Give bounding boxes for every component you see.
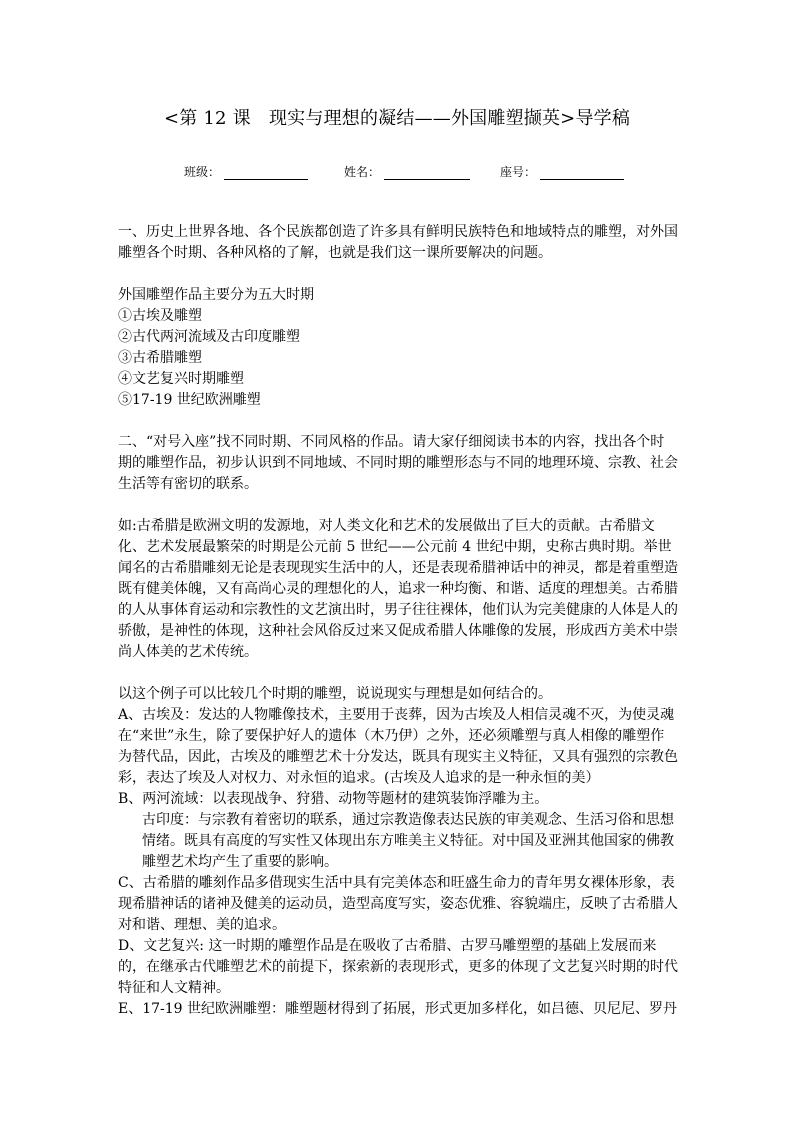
periods-intro: 外国雕塑作品主要分为五大时期 xyxy=(118,287,314,303)
student-info-row xyxy=(184,160,644,180)
period-item: ④文艺复兴时期雕塑 xyxy=(118,371,244,387)
name-blank[interactable] xyxy=(384,165,470,180)
section1-intro: 一、历史上世界各地、各个民族都创造了许多具有鲜明民族特色和地域特点的雕塑，对外国雕塑各个时期、各种风格的了解，也就是我们这一课所要解决的问题。 xyxy=(118,224,678,261)
item-e-europe: E、17-19 世纪欧洲雕塑：雕塑题材得到了拓展，形式更加多样化，如吕德、贝尼尼、罗丹 xyxy=(118,1001,678,1017)
page-title: <第 12 课 现实与理想的凝结——外国雕塑撷英>导学稿 xyxy=(163,108,631,129)
class-blank[interactable] xyxy=(224,165,308,180)
name-label: 姓名： xyxy=(344,165,381,179)
item-a-egypt: A、古埃及：发达的人物雕像技术，主要用于丧葬，因为古埃及人相信灵魂不灭，为使灵魂在“来世”永生，除了要保护好人的遗体（木乃伊）之外，还必须雕塑与真人相像的雕塑作为替代品，因此，古埃及的雕塑艺术十分发达，既具有现实主义特征，又具有强烈的宗教色彩，表达了埃及人对权力、对永恒的追求。(古埃及人追求的是一种永恒的美） xyxy=(118,707,678,786)
item-c-greece: C、古希腊的雕刻作品多借现实生活中具有完美体态和旺盛生命力的青年男女裸体形象，表现希腊神话的诸神及健美的运动员，造型高度写实，姿态优雅、容貌端庄，反映了古希腊人对和谐、理想、美的追求。 xyxy=(118,875,678,933)
period-item: ②古代两河流域及古印度雕塑 xyxy=(118,329,300,345)
item-b-india: 古印度：与宗教有着密切的联系，通过宗教造像表达民族的审美观念、生活习俗和思想情绪。既具有高度的写实性又体现出东方唯美主义特征。对中国及亚洲其他国家的佛教雕塑艺术均产生了重要的影响。 xyxy=(142,812,674,870)
seat-blank[interactable] xyxy=(540,165,624,180)
item-b-mesopotamia: B、两河流域：以表现战争、狩猎、动物等题材的建筑装饰浮雕为主。 xyxy=(118,791,549,807)
document-body xyxy=(118,222,678,1020)
item-d-renaissance: D、文艺复兴: 这一时期的雕塑作品是在吸收了古希腊、古罗马雕塑塑的基础上发展而来的，在继承古代雕塑艺术的前提下，探索新的表现形式，更多的体现了文艺复兴时期的时代特征和人文精神。 xyxy=(118,938,678,996)
section2-intro: 二、“对号入座”找不同时期、不同风格的作品。请大家仔细阅读书本的内容，找出各个时期的雕塑作品，初步认识到不同地域、不同时期的雕塑形态与不同的地理环境、宗教、社会生活等有密切的联系。 xyxy=(118,434,678,492)
period-item: ⑤17-19 世纪欧洲雕塑 xyxy=(118,392,261,408)
class-label: 班级： xyxy=(184,165,221,179)
seat-label: 座号： xyxy=(500,165,537,179)
period-item: ③古希腊雕塑 xyxy=(118,350,202,366)
compare-intro: 以这个例子可以比较几个时期的雕塑，说说现实与理想是如何结合的。 xyxy=(118,686,552,702)
greek-example: 如:古希腊是欧洲文明的发源地，对人类文化和艺术的发展做出了巨大的贡献。古希腊文化、艺术发展最繁荣的时期是公元前 5 世纪——公元前 4 世纪中期，史称古典时期。举世闻名的古希腊雕刻无论是表现现实生活中的人，还是表现希腊神话中的神灵，都是着重塑造既有健美体魄，又有高尚心灵的理想化的人，追求一种均衡、和谐、适度的理想美。古希腊的人从事体育运动和宗教性的文艺演出时，男子往往裸体，他们认为完美健康的人体是人的骄傲，是神性的体现，这种社会风俗反过来又促成希腊人体雕像的发展，形成西方美术中崇尚人体美的艺术传统。 xyxy=(118,518,678,660)
period-item: ①古埃及雕塑 xyxy=(118,308,202,324)
